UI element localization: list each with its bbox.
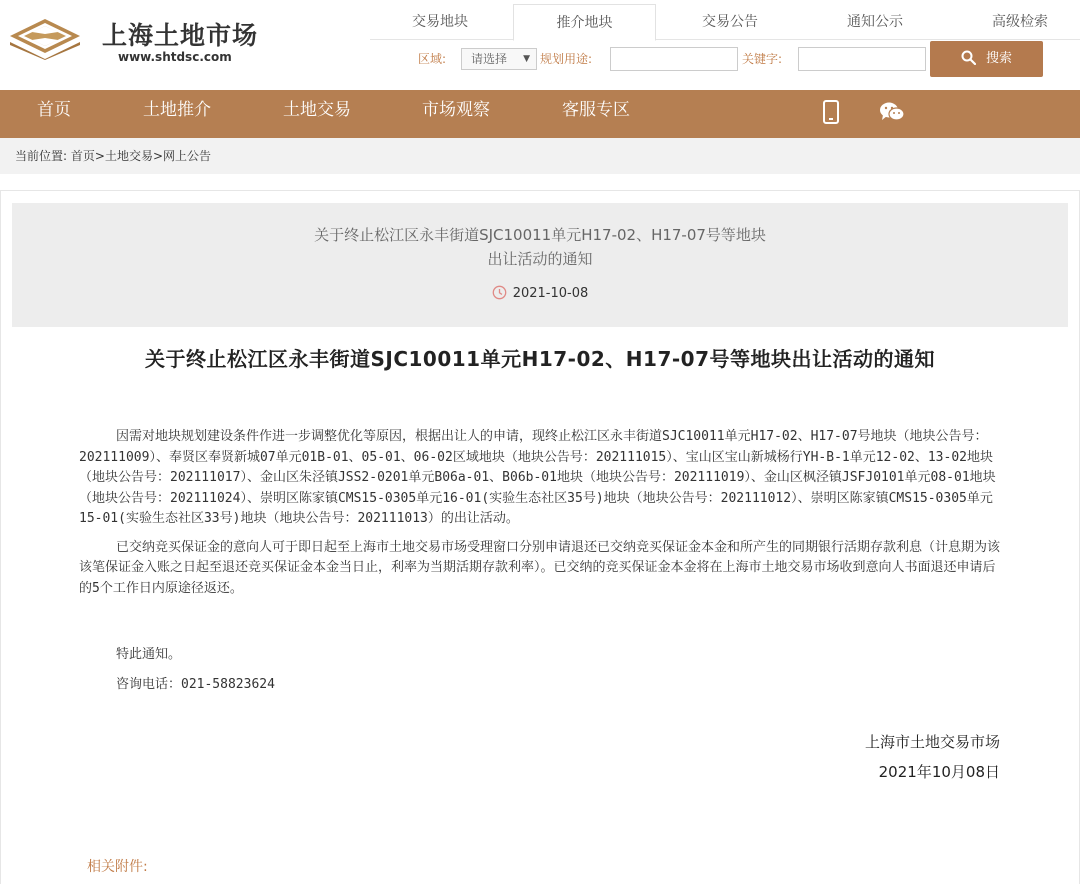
nav-item-land-trading[interactable]: 土地交易 xyxy=(283,100,351,120)
publish-date-value: 2021-10-08 xyxy=(512,286,589,301)
area-label: 区域: xyxy=(418,52,447,66)
area-select[interactable] xyxy=(461,48,537,70)
attachments-label: 相关附件: xyxy=(87,859,148,875)
site-header xyxy=(0,0,1080,90)
tab-trading-plots[interactable]: 交易地块 xyxy=(412,14,468,30)
nav-item-land-promotion[interactable]: 土地推介 xyxy=(143,100,211,120)
article-body xyxy=(79,427,1005,692)
breadcrumb-online-notices[interactable]: 网上公告 xyxy=(163,149,212,163)
wechat-icon[interactable] xyxy=(879,101,905,123)
nav-item-customer-service[interactable]: 客服专区 xyxy=(562,100,630,120)
article-title: 关于终止松江区永丰街道SJC10011单元H17-02、H17-07号等地块出让活动的通知 xyxy=(144,347,935,371)
site-url: www.shtdsc.com xyxy=(118,50,232,64)
breadcrumb-separator: > xyxy=(152,149,164,163)
breadcrumb xyxy=(0,138,1080,174)
keyword-input[interactable] xyxy=(798,47,926,71)
search-bar xyxy=(370,40,1080,80)
search-button-label: 搜索 xyxy=(985,51,1012,66)
signer: 上海市土地交易市场 xyxy=(864,733,1000,751)
breadcrumb-prefix: 当前位置: xyxy=(15,149,68,163)
use-input[interactable] xyxy=(610,47,738,71)
breadcrumb-land-trading[interactable]: 土地交易 xyxy=(104,149,153,163)
tab-announcements[interactable]: 通知公示 xyxy=(847,14,903,30)
use-label: 规划用途: xyxy=(540,52,593,66)
nav-item-market-watch[interactable]: 市场观察 xyxy=(422,100,490,120)
clock-icon xyxy=(492,285,507,300)
area-select-value: 请选择 xyxy=(471,52,508,66)
tab-trading-notices[interactable]: 交易公告 xyxy=(702,14,758,30)
nav-item-home[interactable]: 首页 xyxy=(37,100,71,120)
notice-line: 特此通知。 xyxy=(116,647,182,662)
top-tabs xyxy=(370,4,1080,40)
search-button[interactable] xyxy=(930,41,1043,77)
publish-date xyxy=(12,285,1068,301)
contact-line: 咨询电话：021-58823624 xyxy=(116,677,275,692)
article-header-title xyxy=(12,223,1068,271)
tab-advanced-search[interactable]: 高级检索 xyxy=(992,14,1048,30)
site-logo[interactable] xyxy=(6,10,259,70)
breadcrumb-home[interactable]: 首页 xyxy=(70,149,95,163)
sign-date: 2021年10月08日 xyxy=(878,763,1000,781)
site-name: 上海土地市场 xyxy=(102,21,259,50)
article-header-title-line: 关于终止松江区永丰街道SJC10011单元H17-02、H17-07号等地块 xyxy=(314,226,766,244)
attachments-section xyxy=(79,856,1002,884)
keyword-label: 关键字: xyxy=(742,52,783,66)
article-paragraph: 因需对地块规划建设条件作进一步调整优化等原因，根据出让人的申请，现终止松江区永丰街道SJC10011单元H17-02、H17-07号地块（地块公告号：202111009）、奉贤区奉贤新城07单元01B-01、05-01、06-02区域地块（地块公告号：202111015）、宝山区宝山新城杨行YH-B-1单元12-02、13-02地块（地块公告号：202111017）、金山区朱泾镇JSS2-0201单元B06a-01、B06b-01地块（地块公告号：202111019）、金山区枫泾镇JSFJ0101单元08-01地块（地块公告号：202111024）、崇明区陈家镇CMS15-0305单元16-01(实验生态社区35号)地块（地块公告号：202111012）、崇明区陈家镇CMS15-0305单元15-01(实验生态社区33号)地块（地块公告号：202111013）的出让活动。 xyxy=(79,429,996,526)
main-nav xyxy=(0,90,1080,138)
tab-promoted-plots[interactable]: 推介地块 xyxy=(513,4,656,41)
chevron-down-icon: ▼ xyxy=(523,54,530,64)
article-paragraph: 已交纳竞买保证金的意向人可于即日起至上海市土地交易市场受理窗口分别申请退还已交纳竞买保证金本金和所产生的同期银行活期存款利息（计息期为该该笔保证金入账之日起至退还竞买保证金本金当日止，利率为当期活期存款利率）。已交纳的竞买保证金本金将在上海市土地交易市场收到意向人书面退还申请后的5个工作日内原途径返还。 xyxy=(79,539,1001,596)
article xyxy=(0,190,1080,884)
mobile-phone-icon[interactable] xyxy=(822,100,840,124)
logo-mark-icon xyxy=(6,14,84,60)
breadcrumb-separator: > xyxy=(94,149,105,163)
article-header xyxy=(12,203,1068,327)
article-header-title-line: 出让活动的通知 xyxy=(487,250,593,268)
search-icon xyxy=(961,50,976,65)
